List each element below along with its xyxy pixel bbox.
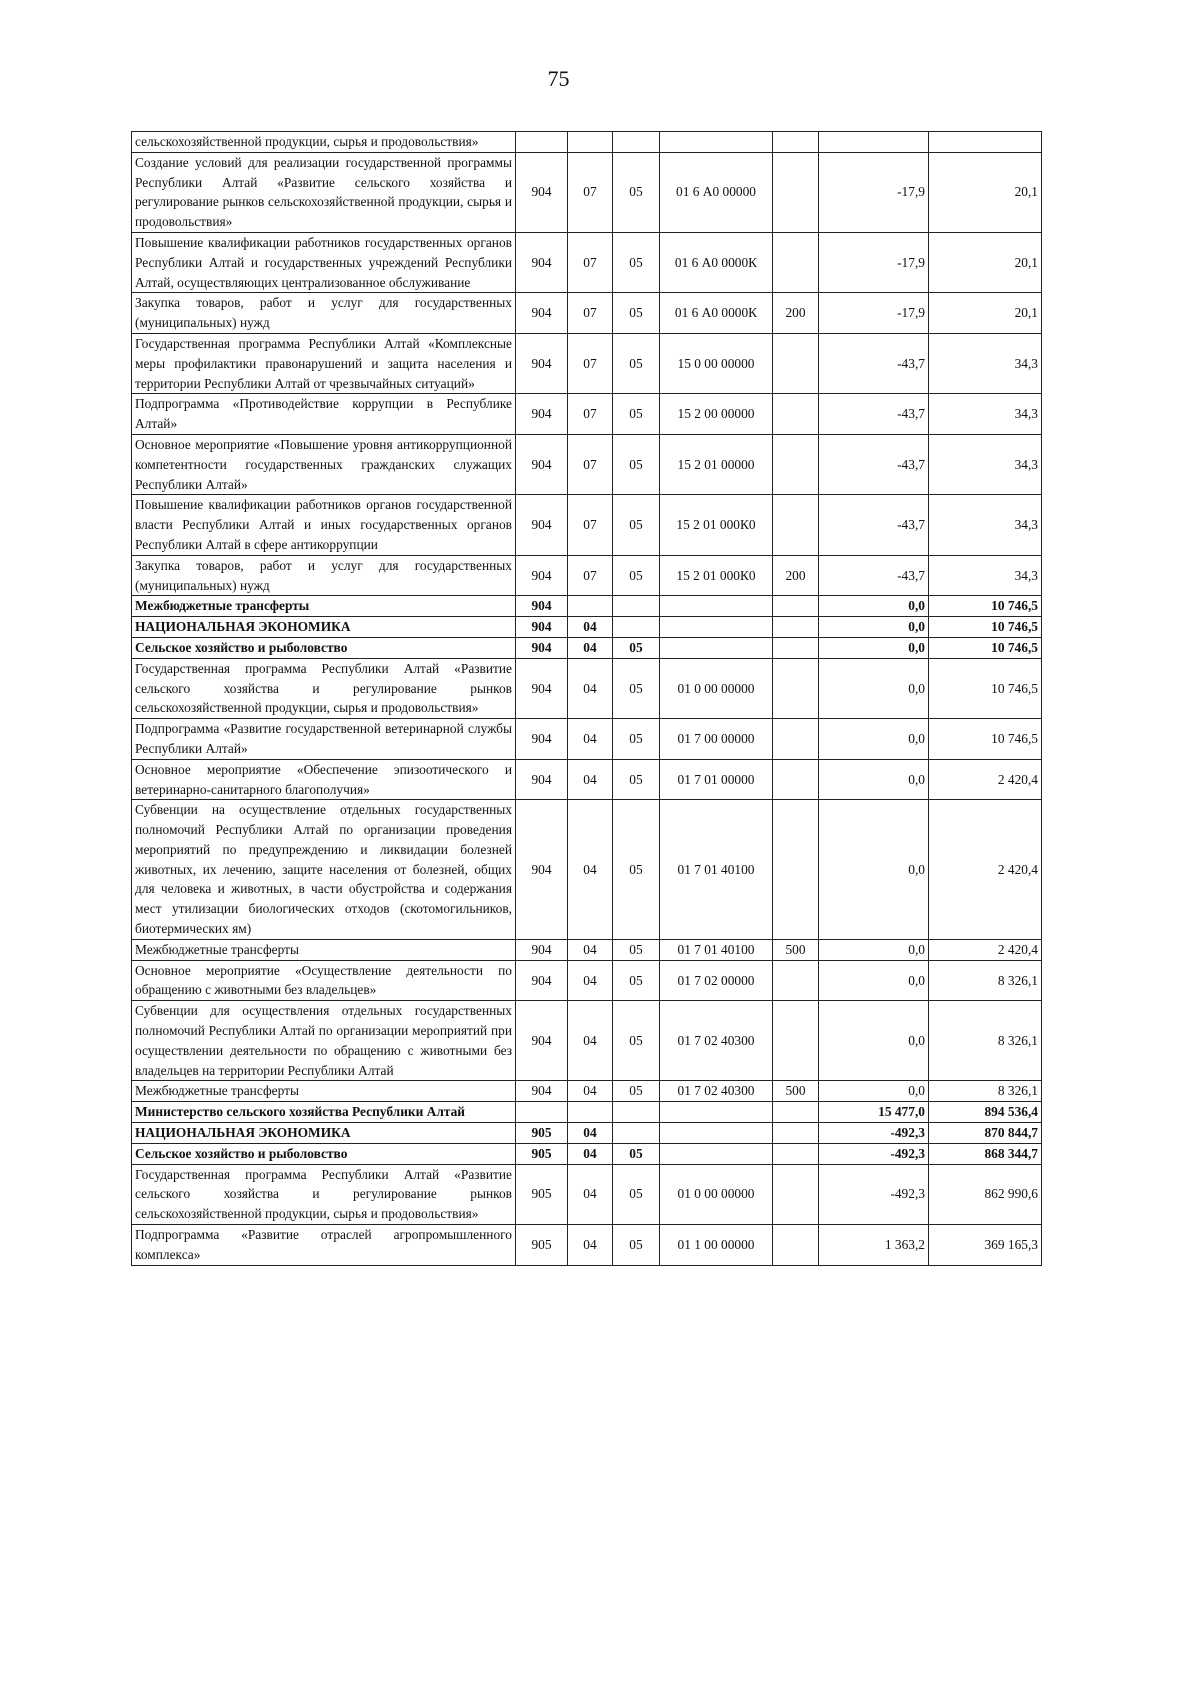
target-article-code: 15 0 00 00000: [660, 333, 773, 393]
expense-type-code: [773, 1001, 819, 1081]
total-amount: 34,3: [929, 394, 1042, 435]
expense-type-code: [773, 152, 819, 232]
change-amount: 0,0: [819, 658, 929, 718]
ministry-code: 905: [516, 1123, 568, 1144]
change-amount: 1 363,2: [819, 1225, 929, 1266]
subsection-code: 05: [613, 939, 660, 960]
row-name: Повышение квалификации работников органов государственной власти Республики Алтай и иных государственных органов Республики Алтай в сфере антикоррупции: [132, 495, 516, 555]
ministry-code: 904: [516, 960, 568, 1001]
change-amount: -492,3: [819, 1143, 929, 1164]
subsection-code: 05: [613, 658, 660, 718]
ministry-code: 904: [516, 152, 568, 232]
expense-type-code: 500: [773, 1081, 819, 1102]
target-article-code: 01 7 02 40300: [660, 1001, 773, 1081]
section-code: 04: [568, 617, 613, 638]
total-amount: 868 344,7: [929, 1143, 1042, 1164]
section-code: 04: [568, 658, 613, 718]
target-article-code: 15 2 01 000К0: [660, 555, 773, 596]
table-row: [132, 132, 1042, 153]
section-code: 04: [568, 1143, 613, 1164]
table-row: [132, 960, 1042, 1001]
section-code: 04: [568, 1225, 613, 1266]
target-article-code: 01 7 02 00000: [660, 960, 773, 1001]
subsection-code: 05: [613, 637, 660, 658]
expense-type-code: [773, 132, 819, 153]
table-row: [132, 152, 1042, 232]
subsection-code: 05: [613, 1164, 660, 1224]
row-name: Субвенции для осуществления отдельных государственных полномочий Республики Алтай по организации мероприятий при осуществлении деятельности по обращению с животными без владельцев на территории Республики Алтай: [132, 1001, 516, 1081]
section-code: [568, 596, 613, 617]
change-amount: 0,0: [819, 939, 929, 960]
ministry-code: 905: [516, 1164, 568, 1224]
table-row: [132, 1164, 1042, 1224]
total-amount: 8 326,1: [929, 960, 1042, 1001]
total-amount: 34,3: [929, 434, 1042, 494]
row-name: Создание условий для реализации государственной программы Республики Алтай «Развитие сельского хозяйства и регулирование рынков сельскохозяйственной продукции, сырья и продовольствия»: [132, 152, 516, 232]
row-name: Закупка товаров, работ и услуг для государственных (муниципальных) нужд: [132, 293, 516, 334]
row-name: Межбюджетные трансферты: [132, 1081, 516, 1102]
expense-type-code: [773, 596, 819, 617]
change-amount: -43,7: [819, 555, 929, 596]
subsection-code: 05: [613, 495, 660, 555]
target-article-code: 01 7 00 00000: [660, 719, 773, 760]
section-code: 07: [568, 394, 613, 435]
section-code: 04: [568, 939, 613, 960]
total-amount: 2 420,4: [929, 759, 1042, 800]
change-amount: 0,0: [819, 759, 929, 800]
expense-type-code: [773, 495, 819, 555]
subsection-code: 05: [613, 1081, 660, 1102]
section-code: 04: [568, 1081, 613, 1102]
section-code: 04: [568, 1123, 613, 1144]
ministry-code: 904: [516, 596, 568, 617]
total-amount: 34,3: [929, 555, 1042, 596]
total-amount: [929, 132, 1042, 153]
section-code: 07: [568, 152, 613, 232]
target-article-code: 01 6 А0 00000: [660, 152, 773, 232]
table-row: [132, 333, 1042, 393]
ministry-code: 904: [516, 617, 568, 638]
ministry-code: 904: [516, 232, 568, 292]
total-amount: 10 746,5: [929, 617, 1042, 638]
total-amount: 10 746,5: [929, 596, 1042, 617]
row-name: Основное мероприятие «Повышение уровня антикоррупционной компетентности государственных гражданских служащих Республики Алтай»: [132, 434, 516, 494]
table-row: [132, 596, 1042, 617]
total-amount: 870 844,7: [929, 1123, 1042, 1144]
target-article-code: 15 2 01 00000: [660, 434, 773, 494]
expense-type-code: [773, 1143, 819, 1164]
table-row: [132, 1081, 1042, 1102]
target-article-code: [660, 596, 773, 617]
expense-type-code: [773, 1225, 819, 1266]
table-row: [132, 1102, 1042, 1123]
ministry-code: 904: [516, 637, 568, 658]
section-code: 07: [568, 555, 613, 596]
target-article-code: [660, 1143, 773, 1164]
subsection-code: 05: [613, 759, 660, 800]
section-code: 07: [568, 232, 613, 292]
table-row: [132, 637, 1042, 658]
ministry-code: 904: [516, 555, 568, 596]
change-amount: -43,7: [819, 434, 929, 494]
expense-type-code: [773, 759, 819, 800]
section-code: 04: [568, 960, 613, 1001]
change-amount: -17,9: [819, 293, 929, 334]
row-name: Государственная программа Республики Алтай «Развитие сельского хозяйства и регулирование рынков сельскохозяйственной продукции, сырья и продовольствия»: [132, 658, 516, 718]
expense-type-code: [773, 333, 819, 393]
target-article-code: [660, 1123, 773, 1144]
table-row: [132, 1001, 1042, 1081]
subsection-code: 05: [613, 800, 660, 940]
ministry-code: 904: [516, 1001, 568, 1081]
total-amount: 10 746,5: [929, 719, 1042, 760]
total-amount: 34,3: [929, 495, 1042, 555]
expense-type-code: [773, 800, 819, 940]
row-name: Государственная программа Республики Алтай «Развитие сельского хозяйства и регулирование рынков сельскохозяйственной продукции, сырья и продовольствия»: [132, 1164, 516, 1224]
row-name: Сельское хозяйство и рыболовство: [132, 1143, 516, 1164]
row-name: Сельское хозяйство и рыболовство: [132, 637, 516, 658]
change-amount: -43,7: [819, 333, 929, 393]
change-amount: 0,0: [819, 719, 929, 760]
section-code: 04: [568, 719, 613, 760]
row-name: НАЦИОНАЛЬНАЯ ЭКОНОМИКА: [132, 1123, 516, 1144]
section-code: 07: [568, 434, 613, 494]
subsection-code: [613, 1123, 660, 1144]
target-article-code: 01 0 00 00000: [660, 658, 773, 718]
row-name: сельскохозяйственной продукции, сырья и продовольствия»: [132, 132, 516, 153]
section-code: 04: [568, 1164, 613, 1224]
section-code: 04: [568, 800, 613, 940]
change-amount: 0,0: [819, 1081, 929, 1102]
section-code: [568, 132, 613, 153]
target-article-code: 01 6 А0 0000К: [660, 232, 773, 292]
row-name: Министерство сельского хозяйства Республики Алтай: [132, 1102, 516, 1123]
subsection-code: 05: [613, 719, 660, 760]
expense-type-code: [773, 658, 819, 718]
total-amount: 2 420,4: [929, 800, 1042, 940]
table-row: [132, 293, 1042, 334]
subsection-code: 05: [613, 152, 660, 232]
total-amount: 2 420,4: [929, 939, 1042, 960]
subsection-code: [613, 617, 660, 638]
total-amount: 8 326,1: [929, 1001, 1042, 1081]
target-article-code: 01 6 А0 0000К: [660, 293, 773, 334]
ministry-code: [516, 132, 568, 153]
row-name: Межбюджетные трансферты: [132, 939, 516, 960]
row-name: НАЦИОНАЛЬНАЯ ЭКОНОМИКА: [132, 617, 516, 638]
target-article-code: [660, 132, 773, 153]
expense-type-code: [773, 434, 819, 494]
subsection-code: 05: [613, 333, 660, 393]
table-row: [132, 719, 1042, 760]
expense-type-code: [773, 960, 819, 1001]
target-article-code: 01 1 00 00000: [660, 1225, 773, 1266]
page-number: 75: [547, 66, 570, 91]
ministry-code: 904: [516, 394, 568, 435]
table-row: [132, 1225, 1042, 1266]
total-amount: 20,1: [929, 232, 1042, 292]
table-row: [132, 1143, 1042, 1164]
table-row: [132, 800, 1042, 940]
ministry-code: 904: [516, 939, 568, 960]
ministry-code: 904: [516, 1081, 568, 1102]
table-row: [132, 555, 1042, 596]
total-amount: 894 536,4: [929, 1102, 1042, 1123]
change-amount: 0,0: [819, 637, 929, 658]
ministry-code: 904: [516, 658, 568, 718]
budget-table: [131, 131, 1042, 1266]
total-amount: 369 165,3: [929, 1225, 1042, 1266]
row-name: Межбюджетные трансферты: [132, 596, 516, 617]
section-code: 07: [568, 293, 613, 334]
target-article-code: 01 0 00 00000: [660, 1164, 773, 1224]
total-amount: 20,1: [929, 152, 1042, 232]
total-amount: 10 746,5: [929, 637, 1042, 658]
subsection-code: 05: [613, 293, 660, 334]
ministry-code: 904: [516, 495, 568, 555]
change-amount: -492,3: [819, 1164, 929, 1224]
ministry-code: 905: [516, 1143, 568, 1164]
subsection-code: 05: [613, 394, 660, 435]
ministry-code: 904: [516, 293, 568, 334]
expense-type-code: [773, 719, 819, 760]
section-code: 07: [568, 333, 613, 393]
subsection-code: [613, 596, 660, 617]
budget-table-body: [132, 132, 1042, 1266]
ministry-code: 904: [516, 800, 568, 940]
table-row: [132, 939, 1042, 960]
total-amount: 8 326,1: [929, 1081, 1042, 1102]
change-amount: 0,0: [819, 596, 929, 617]
change-amount: -17,9: [819, 232, 929, 292]
expense-type-code: 500: [773, 939, 819, 960]
expense-type-code: [773, 394, 819, 435]
expense-type-code: [773, 1164, 819, 1224]
table-row: [132, 1123, 1042, 1144]
expense-type-code: [773, 1123, 819, 1144]
target-article-code: [660, 617, 773, 638]
target-article-code: [660, 1102, 773, 1123]
ministry-code: 904: [516, 434, 568, 494]
subsection-code: 05: [613, 960, 660, 1001]
target-article-code: 15 2 01 000К0: [660, 495, 773, 555]
table-row: [132, 434, 1042, 494]
ministry-code: [516, 1102, 568, 1123]
subsection-code: 05: [613, 1143, 660, 1164]
ministry-code: 905: [516, 1225, 568, 1266]
section-code: 04: [568, 1001, 613, 1081]
change-amount: 0,0: [819, 800, 929, 940]
total-amount: 862 990,6: [929, 1164, 1042, 1224]
row-name: Закупка товаров, работ и услуг для государственных (муниципальных) нужд: [132, 555, 516, 596]
row-name: Повышение квалификации работников государственных органов Республики Алтай и государственных учреждений Республики Алтай, осуществляющих централизованное обслуживание: [132, 232, 516, 292]
table-row: [132, 232, 1042, 292]
section-code: 04: [568, 759, 613, 800]
expense-type-code: [773, 637, 819, 658]
table-row: [132, 617, 1042, 638]
ministry-code: 904: [516, 719, 568, 760]
section-code: [568, 1102, 613, 1123]
total-amount: 34,3: [929, 333, 1042, 393]
expense-type-code: [773, 232, 819, 292]
subsection-code: 05: [613, 232, 660, 292]
table-row: [132, 495, 1042, 555]
ministry-code: 904: [516, 333, 568, 393]
total-amount: 10 746,5: [929, 658, 1042, 718]
row-name: Основное мероприятие «Осуществление деятельности по обращению с животными без владельцев»: [132, 960, 516, 1001]
target-article-code: 01 7 01 40100: [660, 939, 773, 960]
target-article-code: 01 7 01 00000: [660, 759, 773, 800]
row-name: Подпрограмма «Развитие государственной ветеринарной службы Республики Алтай»: [132, 719, 516, 760]
subsection-code: 05: [613, 555, 660, 596]
subsection-code: [613, 132, 660, 153]
change-amount: 15 477,0: [819, 1102, 929, 1123]
change-amount: 0,0: [819, 617, 929, 638]
row-name: Государственная программа Республики Алтай «Комплексные меры профилактики правонарушений и защита населения и территории Республики Алтай от чрезвычайных ситуаций»: [132, 333, 516, 393]
total-amount: 20,1: [929, 293, 1042, 334]
row-name: Подпрограмма «Противодействие коррупции в Республике Алтай»: [132, 394, 516, 435]
expense-type-code: 200: [773, 293, 819, 334]
table-row: [132, 658, 1042, 718]
expense-type-code: 200: [773, 555, 819, 596]
target-article-code: 01 7 01 40100: [660, 800, 773, 940]
subsection-code: 05: [613, 1001, 660, 1081]
change-amount: -17,9: [819, 152, 929, 232]
row-name: Основное мероприятие «Обеспечение эпизоотического и ветеринарно-санитарного благополучия»: [132, 759, 516, 800]
row-name: Субвенции на осуществление отдельных государственных полномочий Республики Алтай по организации проведения мероприятий по предупреждению и ликвидации болезней животных, их лечению, защите населения от болезней, общих для человека и животных, в части обустройства и содержания мест утилизации биологических отходов (скотомогильников, биотермических ям): [132, 800, 516, 940]
change-amount: 0,0: [819, 960, 929, 1001]
target-article-code: 15 2 00 00000: [660, 394, 773, 435]
target-article-code: [660, 637, 773, 658]
table-row: [132, 759, 1042, 800]
change-amount: 0,0: [819, 1001, 929, 1081]
change-amount: -492,3: [819, 1123, 929, 1144]
target-article-code: 01 7 02 40300: [660, 1081, 773, 1102]
change-amount: -43,7: [819, 394, 929, 435]
section-code: 04: [568, 637, 613, 658]
expense-type-code: [773, 1102, 819, 1123]
table-row: [132, 394, 1042, 435]
subsection-code: 05: [613, 434, 660, 494]
subsection-code: 05: [613, 1225, 660, 1266]
change-amount: -43,7: [819, 495, 929, 555]
ministry-code: 904: [516, 759, 568, 800]
section-code: 07: [568, 495, 613, 555]
expense-type-code: [773, 617, 819, 638]
row-name: Подпрограмма «Развитие отраслей агропромышленного комплекса»: [132, 1225, 516, 1266]
change-amount: [819, 132, 929, 153]
subsection-code: [613, 1102, 660, 1123]
